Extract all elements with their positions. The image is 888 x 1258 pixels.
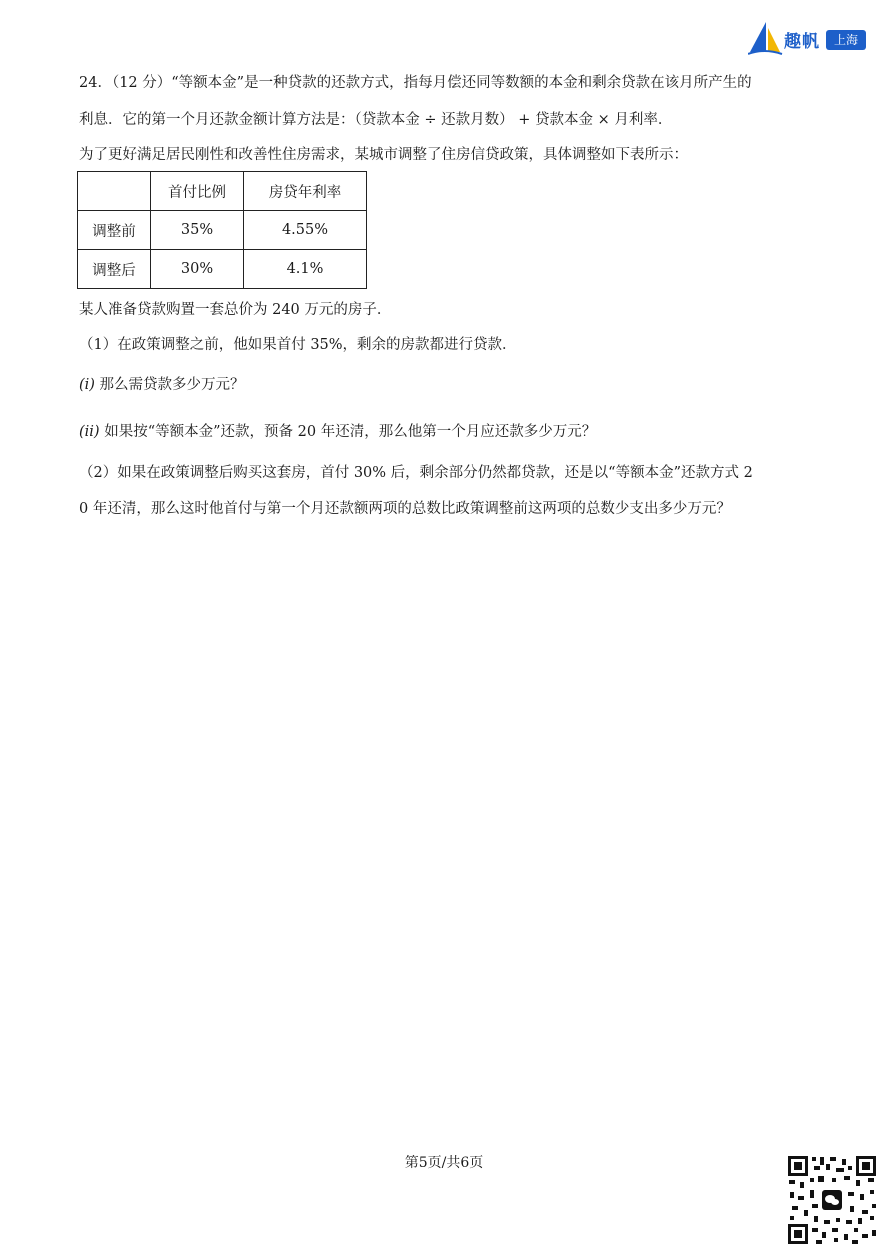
question-part2-line2: 0 年还清，那么这时他首付与第一个月还款额两项的总数比政策调整前这两项的总数少支出多少万元？ (79, 501, 731, 517)
question-part1: （1）在政策调整之前，他如果首付 35%，剩余的房款都进行贷款． (79, 337, 517, 353)
table-cell: 4.55% (244, 211, 367, 250)
table-row (78, 211, 367, 250)
table-cell: 调整后 (78, 250, 151, 289)
page-indicator: 第5页/共6页 (404, 1155, 484, 1171)
table-header-cell: 首付比例 (151, 172, 244, 211)
sub-ii-label: (ii) (79, 424, 100, 440)
question-sub-ii (79, 422, 596, 442)
qr-code-icon (786, 1154, 878, 1246)
table-cell: 调整前 (78, 211, 151, 250)
question-intro-line2: 利息．它的第一个月还款金额计算方法是：（贷款本金 ÷ 还款月数） + 贷款本金 × 月利率． (79, 112, 673, 128)
table-row (78, 250, 367, 289)
question-intro-line1: 24．（12 分）“等额本金”是一种贷款的还款方式，指每月偿还同等数额的本金和剩余贷款在该月所产生的 (79, 75, 752, 91)
question-intro-line3: 为了更好满足居民刚性和改善性住房需求，某城市调整了住房信贷政策，具体调整如下表所示： (79, 147, 688, 163)
question-scenario: 某人准备贷款购置一套总价为 240 万元的房子． (79, 302, 392, 318)
table-header-row (78, 172, 367, 211)
sub-ii-text: 如果按“等额本金”还款，预备 20 年还清，那么他第一个月应还款多少万元？ (99, 424, 597, 440)
brand-tag: 上海 (826, 30, 866, 50)
table-cell: 30% (151, 250, 244, 289)
question-sub-i (79, 375, 245, 395)
table-header-cell: 房贷年利率 (244, 172, 367, 211)
brand-name: 趣帆 (784, 32, 820, 52)
sub-i-label: (i) (79, 377, 95, 393)
question-part2-line1: （2）如果在政策调整后购买这套房，首付 30% 后，剩余部分仍然都贷款，还是以“等额本金”还款方式 2 (79, 465, 753, 481)
policy-table (77, 171, 367, 289)
sub-i-text: 那么需贷款多少万元？ (94, 377, 245, 393)
table-cell: 35% (151, 211, 244, 250)
table-header-cell (78, 172, 151, 211)
table-cell: 4.1% (244, 250, 367, 289)
